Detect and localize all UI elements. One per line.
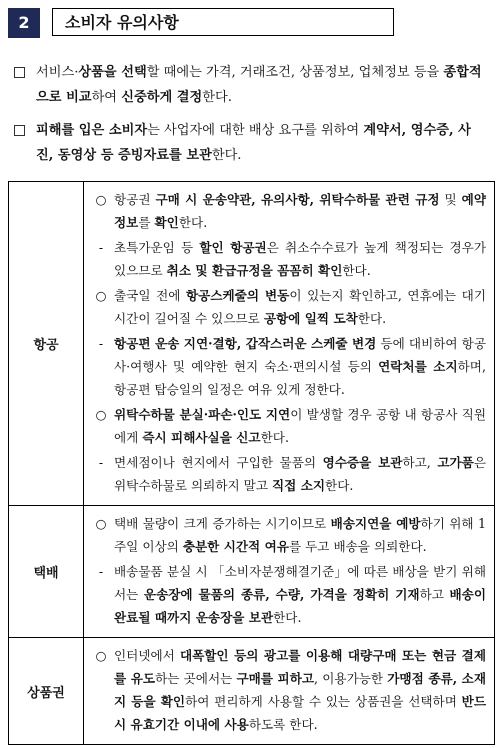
text-run: 인터넷에서 bbox=[114, 648, 180, 663]
dash-bullet-icon: - bbox=[98, 564, 104, 579]
emphasis-text: 항공스케줄의 변동 bbox=[186, 288, 290, 303]
text-run: 하여 편리하게 사용할 수 있는 상품권을 선택하며 bbox=[185, 694, 462, 709]
text-run: 한다. bbox=[202, 90, 232, 105]
emphasis-text: 항공편 운송 지연·결항, 갑작스러운 스케줄 변경 bbox=[114, 336, 377, 351]
emphasis-text: 계약서, 영수증, 사진, 동영상 등 증빙자료를 보관 bbox=[36, 123, 471, 163]
text-run: 등에 대비하여 항공사·여행사 및 예약한 현지 숙소·편의시설 등의 bbox=[114, 336, 486, 374]
list-item bbox=[90, 451, 486, 497]
checkbox-square-icon bbox=[14, 125, 25, 136]
text-run: 한다. bbox=[178, 215, 208, 230]
content-cell bbox=[84, 506, 495, 638]
item-text bbox=[90, 236, 486, 282]
section-header bbox=[8, 8, 396, 38]
circle-bullet-icon: ○ bbox=[95, 288, 107, 303]
category-cell: 택배 bbox=[9, 506, 84, 638]
circle-bullet-icon: ○ bbox=[95, 648, 107, 663]
text-run: 하기 위해 1주일 이상의 bbox=[114, 516, 487, 554]
list-item bbox=[90, 332, 486, 401]
emphasis-text: 연락처를 소지 bbox=[378, 359, 458, 374]
text-run: , 이용가능한 bbox=[314, 671, 388, 686]
text-run: 한다. bbox=[211, 148, 242, 163]
emphasis-text: 상품을 선택 bbox=[78, 65, 147, 80]
list-item bbox=[90, 188, 486, 234]
item-text bbox=[90, 188, 486, 234]
item-text bbox=[90, 284, 486, 330]
item-text bbox=[90, 560, 486, 629]
section-title: 소비자 유의사항 bbox=[52, 8, 394, 36]
text-run: 초특가운임 등 bbox=[114, 240, 200, 255]
emphasis-text: 할인 항공권 bbox=[199, 240, 267, 255]
text-run: 한다. bbox=[342, 263, 371, 278]
text-run: 한다. bbox=[273, 610, 302, 625]
text-run: 한다. bbox=[260, 430, 289, 445]
emphasis-text: 반드시 유효기간 이내에 사용 bbox=[114, 694, 486, 732]
table-row bbox=[9, 506, 495, 638]
text-run: 및 bbox=[439, 192, 462, 207]
table-row bbox=[9, 638, 495, 745]
text-run: 은 위탁수하물로 의뢰하지 말고 bbox=[114, 455, 486, 493]
intro-bullet bbox=[14, 60, 488, 110]
emphasis-text: 취소 및 환급규정을 꼼꼼히 확인 bbox=[166, 263, 343, 278]
item-text bbox=[90, 451, 486, 497]
text-run: 하도록 한다. bbox=[248, 717, 318, 732]
circle-bullet-icon: ○ bbox=[95, 407, 107, 422]
emphasis-text: 신중하게 결정 bbox=[121, 90, 203, 105]
item-text bbox=[90, 403, 486, 449]
item-text bbox=[90, 332, 486, 401]
emphasis-text: 대폭할인 등의 광고를 이용해 대량구매 또는 현금 결제를 유도 bbox=[114, 648, 486, 686]
text-run: 를 bbox=[138, 215, 155, 230]
text-run: 는 사업자에 대한 배상 요구를 위하여 bbox=[147, 123, 364, 138]
list-item bbox=[90, 560, 486, 629]
section-number-badge: 2 bbox=[8, 8, 40, 38]
list-item bbox=[90, 236, 486, 282]
emphasis-text: 예약정보 bbox=[114, 192, 486, 230]
emphasis-text: 영수증을 보관 bbox=[322, 455, 403, 470]
emphasis-text: 종합적으로 비교 bbox=[36, 65, 482, 105]
text-run: 이 발생할 경우 공항 내 항공사 직원에게 bbox=[114, 407, 486, 445]
list-item bbox=[90, 403, 486, 449]
text-run: 하고 bbox=[419, 587, 450, 602]
text-run: 은 취소수수료가 높게 책정되는 경우가 있으므로 bbox=[114, 240, 486, 278]
emphasis-text: 확인 bbox=[154, 215, 179, 230]
circle-bullet-icon: ○ bbox=[95, 516, 107, 531]
content-cell bbox=[84, 638, 495, 745]
text-run: 한다. bbox=[357, 311, 387, 326]
text-run: 하여 bbox=[91, 90, 122, 105]
intro-bullet bbox=[14, 118, 488, 168]
emphasis-text: 배송지연을 예방 bbox=[330, 516, 421, 531]
table-row bbox=[9, 182, 495, 506]
emphasis-text: 공항에 일찍 도착 bbox=[263, 311, 358, 326]
intro-text bbox=[36, 118, 488, 168]
emphasis-text: 직접 소지 bbox=[272, 478, 326, 493]
text-run: 를 두고 배송을 의뢰한다. bbox=[288, 539, 427, 554]
emphasis-text: 위탁수하물 분실·파손·인도 지연 bbox=[114, 407, 291, 422]
emphasis-text: 구매를 피하고 bbox=[236, 671, 315, 686]
emphasis-text: 즉시 피해사실을 신고 bbox=[142, 430, 261, 445]
item-text bbox=[90, 512, 486, 558]
text-run: 하고, bbox=[402, 455, 438, 470]
list-item bbox=[90, 284, 486, 330]
text-run: 할 때에는 가격, 거래조건, 상품정보, 업체정보 등을 bbox=[146, 65, 444, 80]
text-run: 한다. bbox=[325, 478, 354, 493]
text-run: 택배 물량이 크게 증가하는 시기이므로 bbox=[114, 516, 331, 531]
text-run: 하는 곳에서는 bbox=[155, 671, 237, 686]
text-run: 출국일 전에 bbox=[114, 288, 187, 303]
text-run: 이 있는지 확인하고, 연휴에는 대기시간이 길어질 수 있으므로 bbox=[114, 288, 486, 326]
emphasis-text: 충분한 시간적 여유 bbox=[182, 539, 289, 554]
text-run: 배송물품 분실 시 「소비자분쟁해결기준」에 따른 배상을 받기 위해서는 bbox=[114, 564, 486, 602]
dash-bullet-icon: - bbox=[98, 455, 104, 470]
dash-bullet-icon: - bbox=[98, 240, 104, 255]
emphasis-text: 운송장에 물품의 종류, 수량, 가격을 정확히 기재 bbox=[143, 587, 420, 602]
category-cell: 상품권 bbox=[9, 638, 84, 745]
intro-text bbox=[36, 60, 488, 110]
text-run: 하며, 항공편 탑승일의 일정은 여유 있게 정한다. bbox=[114, 359, 486, 397]
text-run: 항공권 bbox=[114, 192, 156, 207]
emphasis-text: 피해를 입은 소비자 bbox=[36, 123, 148, 138]
emphasis-text: 배송이 완료될 때까지 운송장을 보관 bbox=[114, 587, 486, 625]
item-text bbox=[90, 644, 486, 736]
category-cell: 항공 bbox=[9, 182, 84, 506]
checkbox-square-icon bbox=[14, 67, 25, 78]
circle-bullet-icon: ○ bbox=[95, 192, 107, 207]
list-item bbox=[90, 644, 486, 736]
emphasis-text: 고가품 bbox=[437, 455, 474, 470]
text-run: 서비스· bbox=[36, 65, 79, 80]
dash-bullet-icon: - bbox=[98, 336, 104, 351]
text-run: 면세점이나 현지에서 구입한 물품의 bbox=[114, 455, 323, 470]
emphasis-text: 가맹점 종류, 소재지 등을 확인 bbox=[114, 671, 486, 709]
emphasis-text: 구매 시 운송약관, 유의사항, 위탁수하물 관련 규정 bbox=[155, 192, 440, 207]
content-cell bbox=[84, 182, 495, 506]
precautions-table bbox=[8, 181, 495, 745]
list-item bbox=[90, 512, 486, 558]
